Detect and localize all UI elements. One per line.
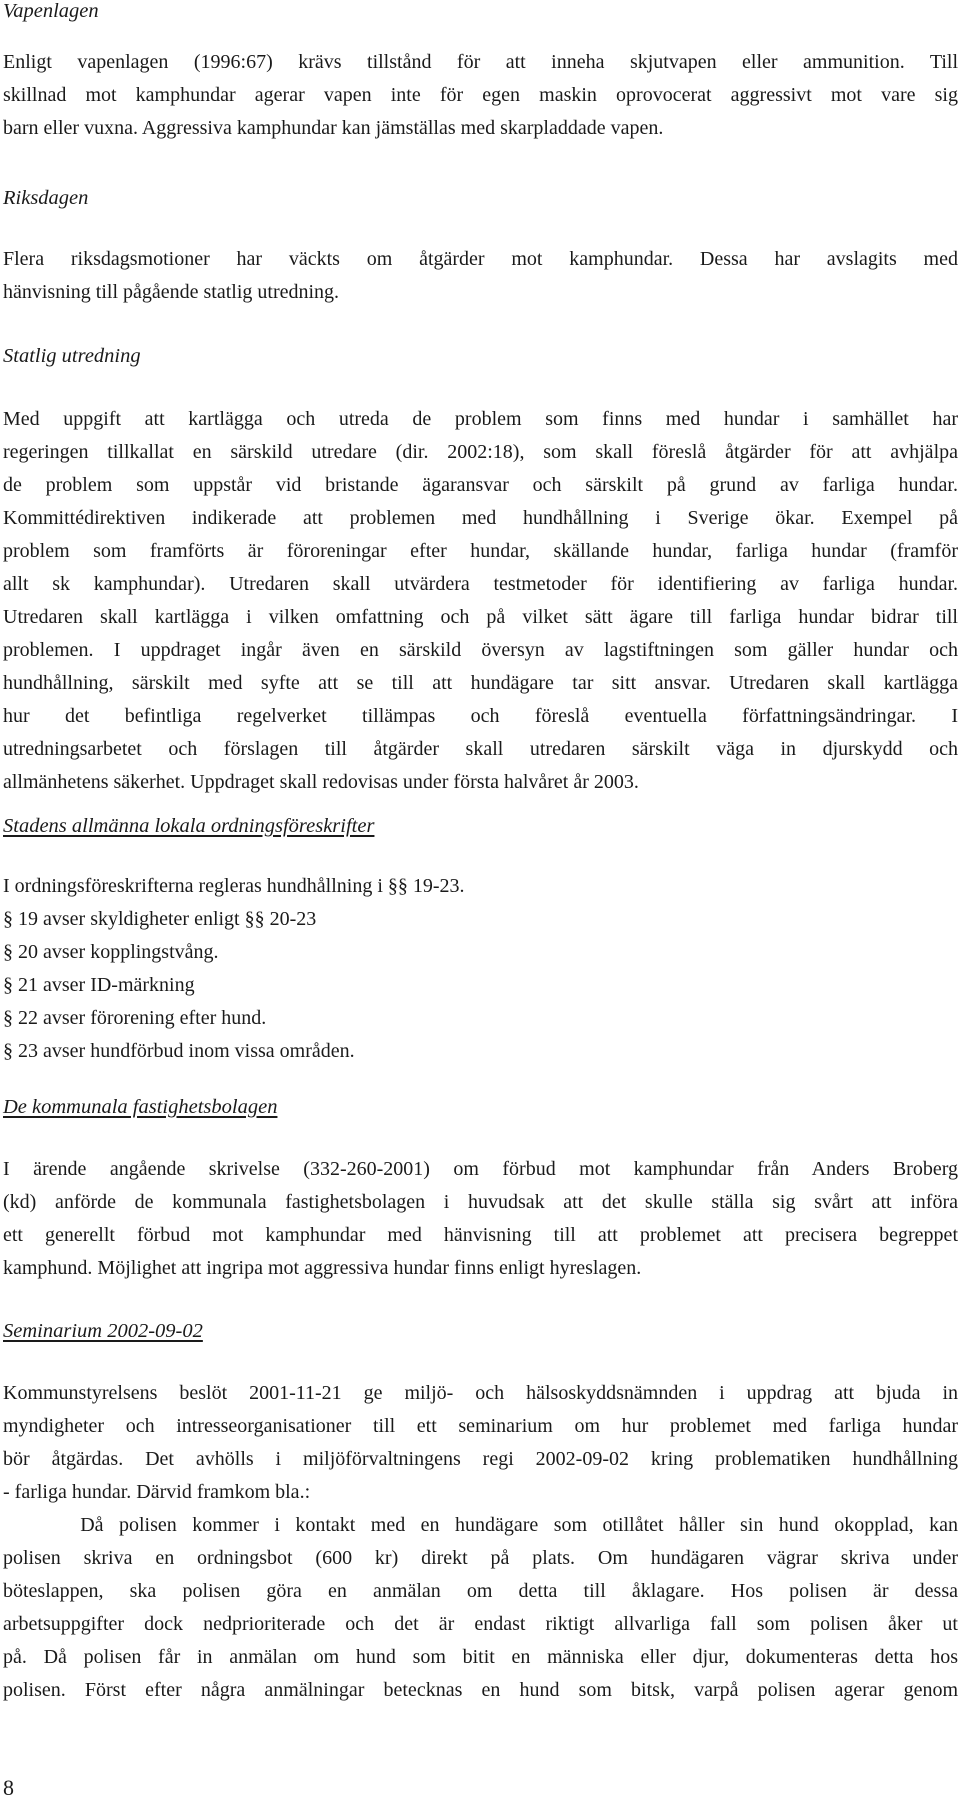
- text-line: polisen skriva en ordningsbot (600 kr) direkt på plats. Om hundägaren vägrar skriva under: [3, 1547, 958, 1569]
- text-line: Flera riksdagsmotioner har väckts om åtgärder mot kamphundar. Dessa har avslagits med: [3, 248, 958, 270]
- list-item: § 20 avser kopplingstvång.: [3, 941, 219, 963]
- text-line: utredningsarbetet och förslagen till åtgärder skall utredaren särskilt väga in djurskydd och: [3, 738, 958, 760]
- text-line: Enligt vapenlagen (1996:67) krävs tillstånd för att inneha skjutvapen eller ammunition. Till: [3, 51, 958, 73]
- text-line: böteslappen, ska polisen göra en anmälan om detta till åklagare. Hos polisen är dessa: [3, 1580, 958, 1602]
- section-heading-ordningsforeskrifter: Stadens allmänna lokala ordningsföreskrifter: [3, 815, 375, 837]
- list-item: § 19 avser skyldigheter enligt §§ 20-23: [3, 908, 317, 930]
- text-line: de problem som uppstår vid bristande ägaransvar och särskilt på grund av farliga hundar.: [3, 474, 958, 496]
- text-line: myndigheter och intresseorganisationer till ett seminarium om hur problemet med farliga hundar: [3, 1415, 958, 1437]
- text-line: regeringen tillkallat en särskild utredare (dir. 2002:18), som skall föreslå åtgärder för att avhjälpa: [3, 441, 958, 463]
- text-line: Kommittédirektiven indikerade att problemen med hundhållning i Sverige ökar. Exempel på: [3, 507, 958, 529]
- text-line: I ärende angående skrivelse (332-260-2001) om förbud mot kamphundar från Anders Broberg: [3, 1158, 958, 1180]
- text-line: på. Då polisen får in anmälan om hund som bitit en människa eller djur, dokumenteras detta hos: [3, 1646, 958, 1668]
- text-line: Då polisen kommer i kontakt med en hundägare som otillåtet håller sin hund okopplad, kan: [3, 1514, 958, 1536]
- section-body-statlig-utredning: [3, 403, 958, 799]
- text-line: ett generellt förbud mot kamphundar med hänvisning till att problemet att precisera begreppet: [3, 1224, 958, 1246]
- text-line: bör åtgärdas. Det avhölls i miljöförvaltningens regi 2002-09-02 kring problematiken hundhållning: [3, 1448, 958, 1470]
- text-line: Utredaren skall kartlägga i vilken omfattning och på vilket sätt ägare till farliga hundar bidrar till: [3, 606, 958, 628]
- section-body-vapenlagen: [3, 46, 958, 145]
- list-item: § 23 avser hundförbud inom vissa områden.: [3, 1040, 355, 1062]
- text-line: arbetsuppgifter dock nedprioriterade och det är endast riktigt allvarliga fall som polisen åker ut: [3, 1613, 958, 1635]
- text-line: hur det befintliga regelverket tillämpas och föreslå eventuella författningsändringar. I: [3, 705, 958, 727]
- text-line: barn eller vuxna. Aggressiva kamphundar kan jämställas med skarpladdade vapen.: [3, 117, 664, 139]
- section-heading-statlig-utredning: Statlig utredning: [3, 345, 141, 367]
- section-body-fastighetsbolagen: [3, 1153, 958, 1285]
- list-item: I ordningsföreskrifterna regleras hundhållning i §§ 19-23.: [3, 875, 465, 897]
- section-body-riksdagen: [3, 243, 958, 309]
- list-item: § 22 avser förorening efter hund.: [3, 1007, 267, 1029]
- text-line: (kd) anförde de kommunala fastighetsbolagen i huvudsak att det skulle ställa sig svårt att införa: [3, 1191, 958, 1213]
- section-body-seminarium: [3, 1377, 958, 1707]
- text-line: allt sk kamphundar). Utredaren skall utvärdera testmetoder för identifiering av farliga hundar.: [3, 573, 958, 595]
- section-heading-seminarium: Seminarium 2002-09-02: [3, 1320, 203, 1342]
- text-line: - farliga hundar. Därvid framkom bla.:: [3, 1481, 311, 1503]
- page-number: 8: [3, 1775, 14, 1800]
- text-line: problem som framförts är föroreningar efter hundar, skällande hundar, farliga hundar (framför: [3, 540, 958, 562]
- section-heading-vapenlagen: Vapenlagen: [3, 0, 99, 22]
- text-line: hundhållning, särskilt med syfte att se till att hundägare tar sitt ansvar. Utredaren skall kartlägga: [3, 672, 958, 694]
- text-line: hänvisning till pågående statlig utredning.: [3, 281, 340, 303]
- text-line: problemen. I uppdraget ingår även en särskild översyn av lagstiftningen som gäller hundar och: [3, 639, 958, 661]
- text-line: Kommunstyrelsens beslöt 2001-11-21 ge miljö- och hälsoskyddsnämnden i uppdrag att bjuda in: [3, 1382, 958, 1404]
- section-heading-riksdagen: Riksdagen: [3, 187, 89, 209]
- section-heading-fastighetsbolagen: De kommunala fastighetsbolagen: [3, 1096, 278, 1118]
- section-body-ordningsforeskrifter: [3, 870, 958, 1068]
- text-line: skillnad mot kamphundar agerar vapen inte för egen maskin oprovocerat aggressivt mot vare sig: [3, 84, 958, 106]
- list-item: § 21 avser ID-märkning: [3, 974, 195, 996]
- text-line: allmänhetens säkerhet. Uppdraget skall redovisas under första halvåret år 2003.: [3, 771, 639, 793]
- text-line: polisen. Först efter några anmälningar betecknas en hund som bitsk, varpå polisen agerar genom: [3, 1679, 958, 1701]
- text-line: kamphund. Möjlighet att ingripa mot aggressiva hundar finns enligt hyreslagen.: [3, 1257, 642, 1279]
- text-line: Med uppgift att kartlägga och utreda de problem som finns med hundar i samhället har: [3, 408, 958, 430]
